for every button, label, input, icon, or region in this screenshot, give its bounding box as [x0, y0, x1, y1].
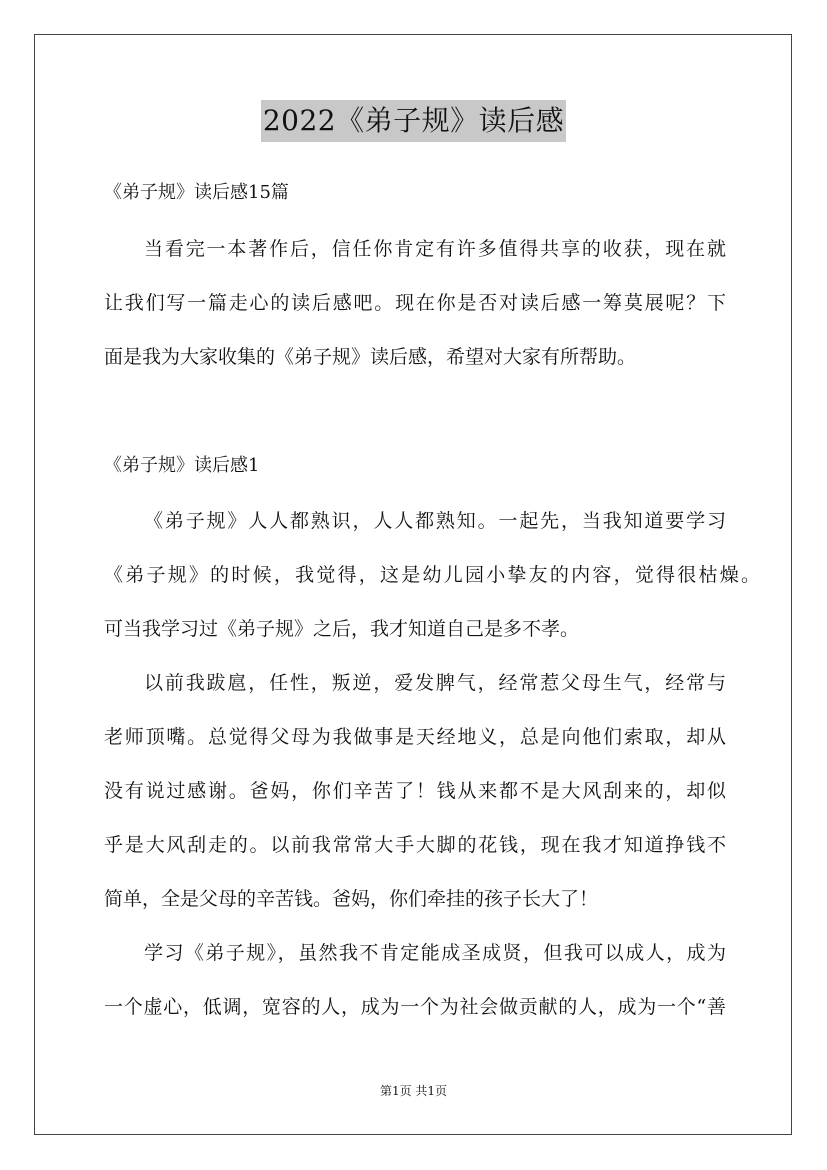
- title-container: [0, 100, 827, 142]
- paragraph-line: 学习《弟子规》，虽然我不肯定能成圣成贤，但我可以成人，成为: [144, 942, 726, 964]
- document-title: 2022《弟子规》读后感: [261, 100, 566, 142]
- paragraph-line: 老师顶嘴。总觉得父母为我做事是天经地义，总是向他们索取，却从: [104, 726, 726, 748]
- intro-line: 当看完一本著作后，信任你肯定有许多值得共享的收获，现在就: [144, 238, 726, 260]
- intro-line: 面是我为大家收集的《弟子规》读后感，希望对大家有所帮助。: [104, 346, 637, 368]
- paragraph-line: 可当我学习过《弟子规》之后，我才知道自己是多不孝。: [104, 618, 580, 640]
- page-footer: 第1页 共1页: [379, 1084, 448, 1098]
- paragraph-line: 没有说过感谢。爸妈，你们辛苦了！钱从来都不是大风刮来的，却似: [104, 780, 726, 802]
- paragraph-line: 一个虚心，低调，宽容的人，成为一个为社会做贡献的人，成为一个“善: [104, 996, 726, 1018]
- section-heading: 《弟子规》读后感1: [104, 455, 260, 476]
- intro-line: 让我们写一篇走心的读后感吧。现在你是否对读后感一筹莫展呢？下: [104, 292, 726, 314]
- paragraph-line: 《弟子规》人人都熟识，人人都熟知。一起先，当我知道要学习: [144, 510, 726, 532]
- paragraph-line: 乎是大风刮走的。以前我常常大手大脚的花钱，现在我才知道挣钱不: [104, 834, 726, 856]
- paragraph-line: 《弟子规》的时候，我觉得，这是幼儿园小挚友的内容，觉得很枯燥。: [104, 564, 760, 586]
- document-subtitle: 《弟子规》读后感15篇: [104, 182, 289, 203]
- paragraph-line: 简单，全是父母的辛苦钱。爸妈，你们牵挂的孩子长大了！: [104, 888, 599, 910]
- paragraph-line: 以前我跋扈，任性，叛逆，爱发脾气，经常惹父母生气，经常与: [144, 672, 726, 694]
